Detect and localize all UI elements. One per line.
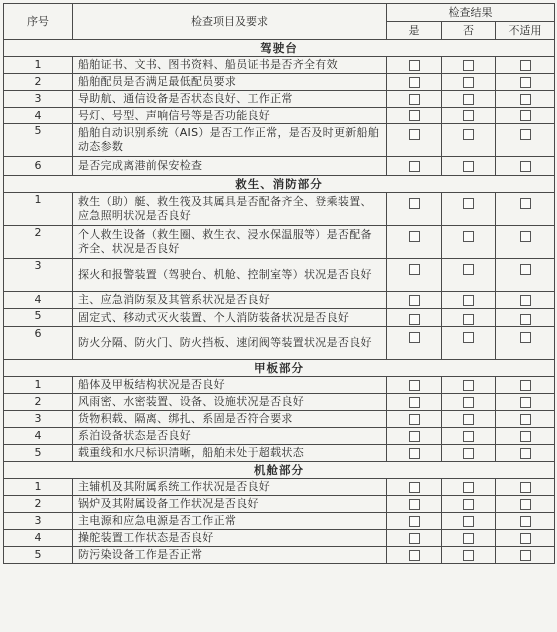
table-row xyxy=(4,226,555,259)
inspection-checklist xyxy=(3,3,555,564)
checkbox-yes[interactable] xyxy=(409,231,420,242)
result-cell-na xyxy=(496,157,555,176)
check-item-text: 防污染设备工作是否正常 xyxy=(73,547,387,564)
checkbox-na[interactable] xyxy=(520,60,531,71)
checkbox-no[interactable] xyxy=(463,110,474,121)
checkbox-no[interactable] xyxy=(463,161,474,172)
check-item-text: 个人救生设备（救生圈、救生衣、浸水保温服等）是否配备齐全、状况是否良好 xyxy=(73,226,387,259)
checkbox-na[interactable] xyxy=(520,499,531,510)
check-item-text: 号灯、号型、声响信号等是否功能良好 xyxy=(73,108,387,124)
result-cell-no xyxy=(442,124,496,157)
result-cell-no xyxy=(442,377,496,394)
result-cell-na xyxy=(496,124,555,157)
checkbox-no[interactable] xyxy=(463,264,474,275)
check-item-text: 风雨密、水密装置、设备、设施状况是否良好 xyxy=(73,394,387,411)
checkbox-na[interactable] xyxy=(520,94,531,105)
checkbox-yes[interactable] xyxy=(409,482,420,493)
checkbox-no[interactable] xyxy=(463,231,474,242)
result-cell-na xyxy=(496,108,555,124)
checkbox-na[interactable] xyxy=(520,110,531,121)
checkbox-na[interactable] xyxy=(520,332,531,343)
checkbox-no[interactable] xyxy=(463,60,474,71)
result-cell-na xyxy=(496,530,555,547)
checkbox-na[interactable] xyxy=(520,516,531,527)
checkbox-na[interactable] xyxy=(520,550,531,561)
row-number: 4 xyxy=(4,428,73,445)
checkbox-yes[interactable] xyxy=(409,60,420,71)
result-cell-yes xyxy=(387,124,442,157)
checkbox-no[interactable] xyxy=(463,94,474,105)
result-cell-na xyxy=(496,327,555,360)
checkbox-na[interactable] xyxy=(520,431,531,442)
check-item-text: 锅炉及其附属设备工作状况是否良好 xyxy=(73,496,387,513)
table-row xyxy=(4,513,555,530)
header-na: 不适用 xyxy=(496,22,555,40)
result-cell-yes xyxy=(387,428,442,445)
row-number: 4 xyxy=(4,530,73,547)
result-cell-na xyxy=(496,226,555,259)
result-cell-na xyxy=(496,496,555,513)
result-cell-no xyxy=(442,513,496,530)
result-cell-yes xyxy=(387,513,442,530)
check-item-text: 导助航、通信设备是否状态良好、工作正常 xyxy=(73,91,387,108)
checkbox-na[interactable] xyxy=(520,314,531,325)
result-cell-yes xyxy=(387,57,442,74)
result-cell-no xyxy=(442,547,496,564)
section-header-row xyxy=(4,360,555,377)
checkbox-no[interactable] xyxy=(463,380,474,391)
row-number: 3 xyxy=(4,513,73,530)
header-result: 检查结果 xyxy=(387,4,555,22)
result-cell-no xyxy=(442,479,496,496)
checkbox-na[interactable] xyxy=(520,448,531,459)
result-cell-na xyxy=(496,377,555,394)
checkbox-yes[interactable] xyxy=(409,448,420,459)
section-header-row xyxy=(4,462,555,479)
result-cell-na xyxy=(496,428,555,445)
result-cell-na xyxy=(496,394,555,411)
row-number: 1 xyxy=(4,57,73,74)
row-number: 4 xyxy=(4,292,73,309)
result-cell-yes xyxy=(387,157,442,176)
table-row xyxy=(4,157,555,176)
check-item-text: 探火和报警装置（驾驶台、机舱、控制室等）状况是否良好 xyxy=(73,259,387,292)
checkbox-na[interactable] xyxy=(520,482,531,493)
result-cell-no xyxy=(442,530,496,547)
row-number: 2 xyxy=(4,394,73,411)
result-cell-no xyxy=(442,91,496,108)
checkbox-yes[interactable] xyxy=(409,414,420,425)
checkbox-no[interactable] xyxy=(463,314,474,325)
checkbox-no[interactable] xyxy=(463,414,474,425)
table-row xyxy=(4,411,555,428)
table-row xyxy=(4,124,555,157)
result-cell-na xyxy=(496,479,555,496)
checkbox-na[interactable] xyxy=(520,129,531,140)
header-item: 检查项目及要求 xyxy=(73,4,387,40)
row-number: 3 xyxy=(4,411,73,428)
row-number: 6 xyxy=(4,157,73,176)
checkbox-yes[interactable] xyxy=(409,533,420,544)
checkbox-no[interactable] xyxy=(463,397,474,408)
result-cell-yes xyxy=(387,479,442,496)
section-header-row xyxy=(4,40,555,57)
row-number: 1 xyxy=(4,377,73,394)
result-cell-na xyxy=(496,259,555,292)
check-item-text: 主辅机及其附属系统工作状况是否良好 xyxy=(73,479,387,496)
result-cell-no xyxy=(442,74,496,91)
table-row xyxy=(4,91,555,108)
result-cell-na xyxy=(496,74,555,91)
result-cell-na xyxy=(496,292,555,309)
checkbox-no[interactable] xyxy=(463,482,474,493)
row-number: 4 xyxy=(4,108,73,124)
result-cell-yes xyxy=(387,292,442,309)
result-cell-no xyxy=(442,411,496,428)
result-cell-yes xyxy=(387,547,442,564)
result-cell-no xyxy=(442,259,496,292)
header-no: 否 xyxy=(442,22,496,40)
result-cell-no xyxy=(442,57,496,74)
result-cell-yes xyxy=(387,377,442,394)
result-cell-na xyxy=(496,91,555,108)
check-item-text: 船舶证书、文书、图书资料、船员证书是否齐全有效 xyxy=(73,57,387,74)
checkbox-yes[interactable] xyxy=(409,198,420,209)
result-cell-yes xyxy=(387,193,442,226)
checkbox-na[interactable] xyxy=(520,380,531,391)
result-cell-no xyxy=(442,445,496,462)
checkbox-yes[interactable] xyxy=(409,380,420,391)
checkbox-na[interactable] xyxy=(520,231,531,242)
check-item-text: 防火分隔、防火门、防火挡板、速闭阀等装置状况是否良好 xyxy=(73,327,387,360)
checkbox-yes[interactable] xyxy=(409,499,420,510)
check-item-text: 主电源和应急电源是否工作正常 xyxy=(73,513,387,530)
checkbox-no[interactable] xyxy=(463,295,474,306)
table-row xyxy=(4,496,555,513)
check-item-text: 操舵装置工作状态是否良好 xyxy=(73,530,387,547)
table-row xyxy=(4,394,555,411)
row-number: 3 xyxy=(4,259,73,292)
checkbox-no[interactable] xyxy=(463,332,474,343)
result-cell-no xyxy=(442,309,496,327)
result-cell-no xyxy=(442,428,496,445)
check-item-text: 是否完成离港前保安检查 xyxy=(73,157,387,176)
check-item-text: 固定式、移动式灭火装置、个人消防装备状况是否良好 xyxy=(73,309,387,327)
result-cell-no xyxy=(442,157,496,176)
row-number: 5 xyxy=(4,547,73,564)
result-cell-no xyxy=(442,394,496,411)
checkbox-no[interactable] xyxy=(463,499,474,510)
checkbox-yes[interactable] xyxy=(409,161,420,172)
row-number: 1 xyxy=(4,479,73,496)
check-item-text: 货物积载、隔离、绑扎、系固是否符合要求 xyxy=(73,411,387,428)
result-cell-no xyxy=(442,496,496,513)
checkbox-yes[interactable] xyxy=(409,397,420,408)
checkbox-yes[interactable] xyxy=(409,516,420,527)
table-row xyxy=(4,445,555,462)
table-header xyxy=(4,4,555,40)
checkbox-yes[interactable] xyxy=(409,129,420,140)
checkbox-no[interactable] xyxy=(463,550,474,561)
result-cell-yes xyxy=(387,496,442,513)
checkbox-yes[interactable] xyxy=(409,77,420,88)
checkbox-no[interactable] xyxy=(463,448,474,459)
table-row xyxy=(4,530,555,547)
checklist-table xyxy=(3,3,555,564)
table-row xyxy=(4,292,555,309)
row-number: 6 xyxy=(4,327,73,360)
checkbox-no[interactable] xyxy=(463,516,474,527)
section-title: 救生、消防部分 xyxy=(4,176,555,193)
table-row xyxy=(4,57,555,74)
check-item-text: 船舶配员是否满足最低配员要求 xyxy=(73,74,387,91)
result-cell-na xyxy=(496,513,555,530)
section-title: 驾驶台 xyxy=(4,40,555,57)
result-cell-yes xyxy=(387,259,442,292)
result-cell-yes xyxy=(387,74,442,91)
checkbox-na[interactable] xyxy=(520,161,531,172)
result-cell-yes xyxy=(387,226,442,259)
checkbox-na[interactable] xyxy=(520,198,531,209)
checkbox-na[interactable] xyxy=(520,295,531,306)
result-cell-yes xyxy=(387,309,442,327)
row-number: 5 xyxy=(4,445,73,462)
checkbox-yes[interactable] xyxy=(409,295,420,306)
checkbox-no[interactable] xyxy=(463,77,474,88)
result-cell-yes xyxy=(387,445,442,462)
table-row xyxy=(4,259,555,292)
checkbox-yes[interactable] xyxy=(409,332,420,343)
result-cell-no xyxy=(442,292,496,309)
checkbox-na[interactable] xyxy=(520,533,531,544)
table-row xyxy=(4,377,555,394)
header-seq: 序号 xyxy=(4,4,73,40)
section-title: 甲板部分 xyxy=(4,360,555,377)
checkbox-yes[interactable] xyxy=(409,94,420,105)
checkbox-na[interactable] xyxy=(520,264,531,275)
checkbox-yes[interactable] xyxy=(409,264,420,275)
table-row xyxy=(4,309,555,327)
result-cell-no xyxy=(442,108,496,124)
result-cell-na xyxy=(496,411,555,428)
checkbox-no[interactable] xyxy=(463,533,474,544)
row-number: 5 xyxy=(4,309,73,327)
check-item-text: 载重线和水尺标识清晰，船舶未处于超载状态 xyxy=(73,445,387,462)
result-cell-na xyxy=(496,547,555,564)
checkbox-yes[interactable] xyxy=(409,550,420,561)
section-title: 机舱部分 xyxy=(4,462,555,479)
table-body xyxy=(4,40,555,564)
result-cell-na xyxy=(496,445,555,462)
checkbox-na[interactable] xyxy=(520,77,531,88)
row-number: 2 xyxy=(4,74,73,91)
table-row xyxy=(4,74,555,91)
result-cell-no xyxy=(442,226,496,259)
check-item-text: 主、应急消防泵及其管系状况是否良好 xyxy=(73,292,387,309)
table-row xyxy=(4,479,555,496)
row-number: 1 xyxy=(4,193,73,226)
section-header-row xyxy=(4,176,555,193)
result-cell-no xyxy=(442,327,496,360)
result-cell-no xyxy=(442,193,496,226)
checkbox-yes[interactable] xyxy=(409,431,420,442)
row-number: 3 xyxy=(4,91,73,108)
result-cell-yes xyxy=(387,91,442,108)
table-row xyxy=(4,108,555,124)
row-number: 5 xyxy=(4,124,73,157)
check-item-text: 船舶自动识别系统（AIS）是否工作正常，是否及时更新船舶动态参数 xyxy=(73,124,387,157)
table-row xyxy=(4,327,555,360)
result-cell-yes xyxy=(387,327,442,360)
result-cell-yes xyxy=(387,108,442,124)
table-row xyxy=(4,428,555,445)
result-cell-na xyxy=(496,309,555,327)
result-cell-yes xyxy=(387,394,442,411)
result-cell-na xyxy=(496,193,555,226)
result-cell-yes xyxy=(387,411,442,428)
header-yes: 是 xyxy=(387,22,442,40)
check-item-text: 系泊设备状态是否良好 xyxy=(73,428,387,445)
checkbox-no[interactable] xyxy=(463,129,474,140)
checkbox-no[interactable] xyxy=(463,431,474,442)
check-item-text: 救生（助）艇、救生筏及其属具是否配备齐全、登乘装置、应急照明状况是否良好 xyxy=(73,193,387,226)
checkbox-no[interactable] xyxy=(463,198,474,209)
check-item-text: 船体及甲板结构状况是否良好 xyxy=(73,377,387,394)
table-row xyxy=(4,193,555,226)
result-cell-na xyxy=(496,57,555,74)
result-cell-yes xyxy=(387,530,442,547)
row-number: 2 xyxy=(4,496,73,513)
row-number: 2 xyxy=(4,226,73,259)
checkbox-yes[interactable] xyxy=(409,314,420,325)
checkbox-na[interactable] xyxy=(520,397,531,408)
checkbox-na[interactable] xyxy=(520,414,531,425)
table-row xyxy=(4,547,555,564)
checkbox-yes[interactable] xyxy=(409,110,420,121)
